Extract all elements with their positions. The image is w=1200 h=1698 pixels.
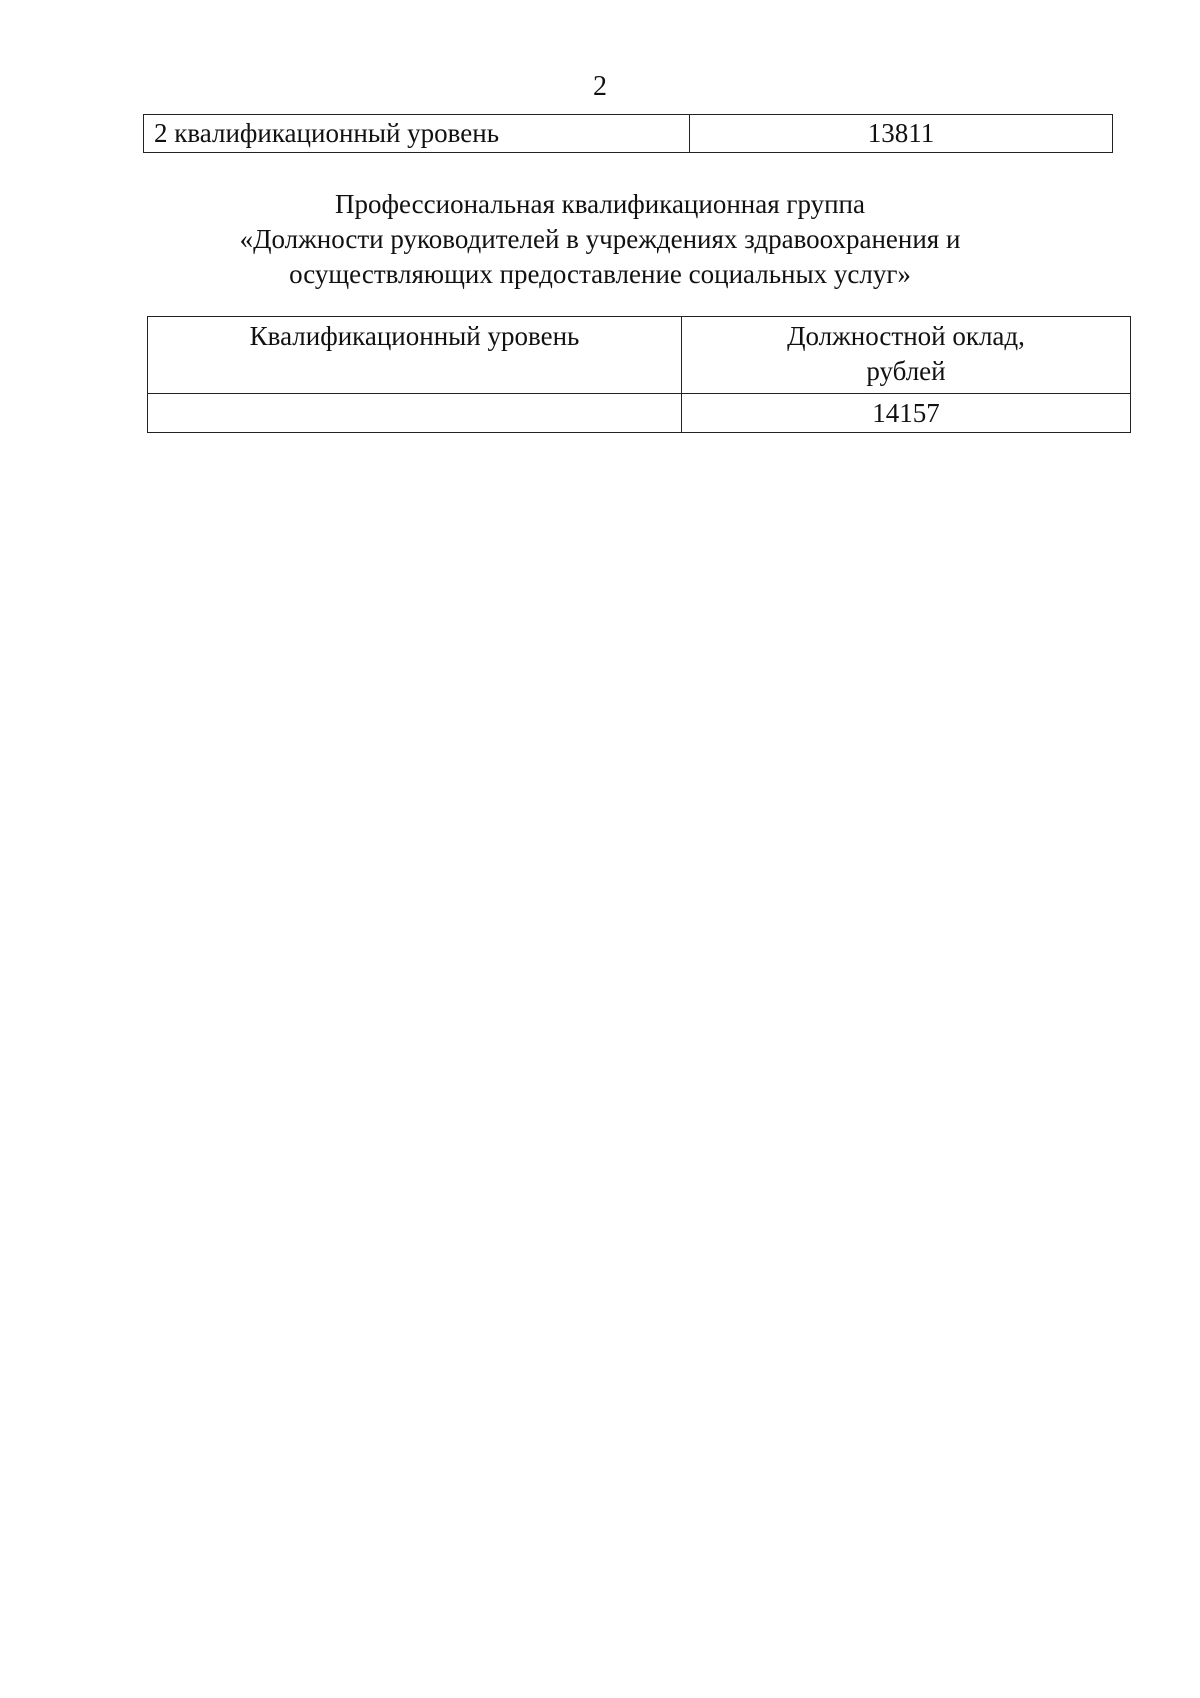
salary-table-continued — [143, 114, 1113, 153]
qualification-level-cell — [148, 394, 682, 433]
header-salary — [682, 317, 1131, 394]
salary-table — [147, 316, 1131, 433]
qualification-level-cell: 2 квалификационный уровень — [144, 115, 690, 153]
section-title-line: Профессиональная квалификационная группа — [335, 189, 865, 219]
table-row — [144, 115, 1113, 153]
table-row — [148, 394, 1131, 433]
salary-cell: 13811 — [690, 115, 1113, 153]
section-title-line: «Должности руководителей в учреждениях здравоохранения и — [239, 224, 961, 254]
section-title — [0, 187, 1200, 292]
page-number: 2 — [593, 71, 607, 102]
header-qualification-level-label: Квалификационный уровень — [249, 321, 580, 351]
header-qualification-level — [148, 317, 682, 394]
salary-cell: 14157 — [682, 394, 1131, 433]
section-title-line: осуществляющих предоставление социальных услуг» — [289, 259, 911, 289]
header-salary-label-line2: рублей — [866, 356, 946, 386]
table-header-row — [148, 317, 1131, 394]
header-salary-label-line1: Должностной оклад, — [787, 321, 1025, 351]
